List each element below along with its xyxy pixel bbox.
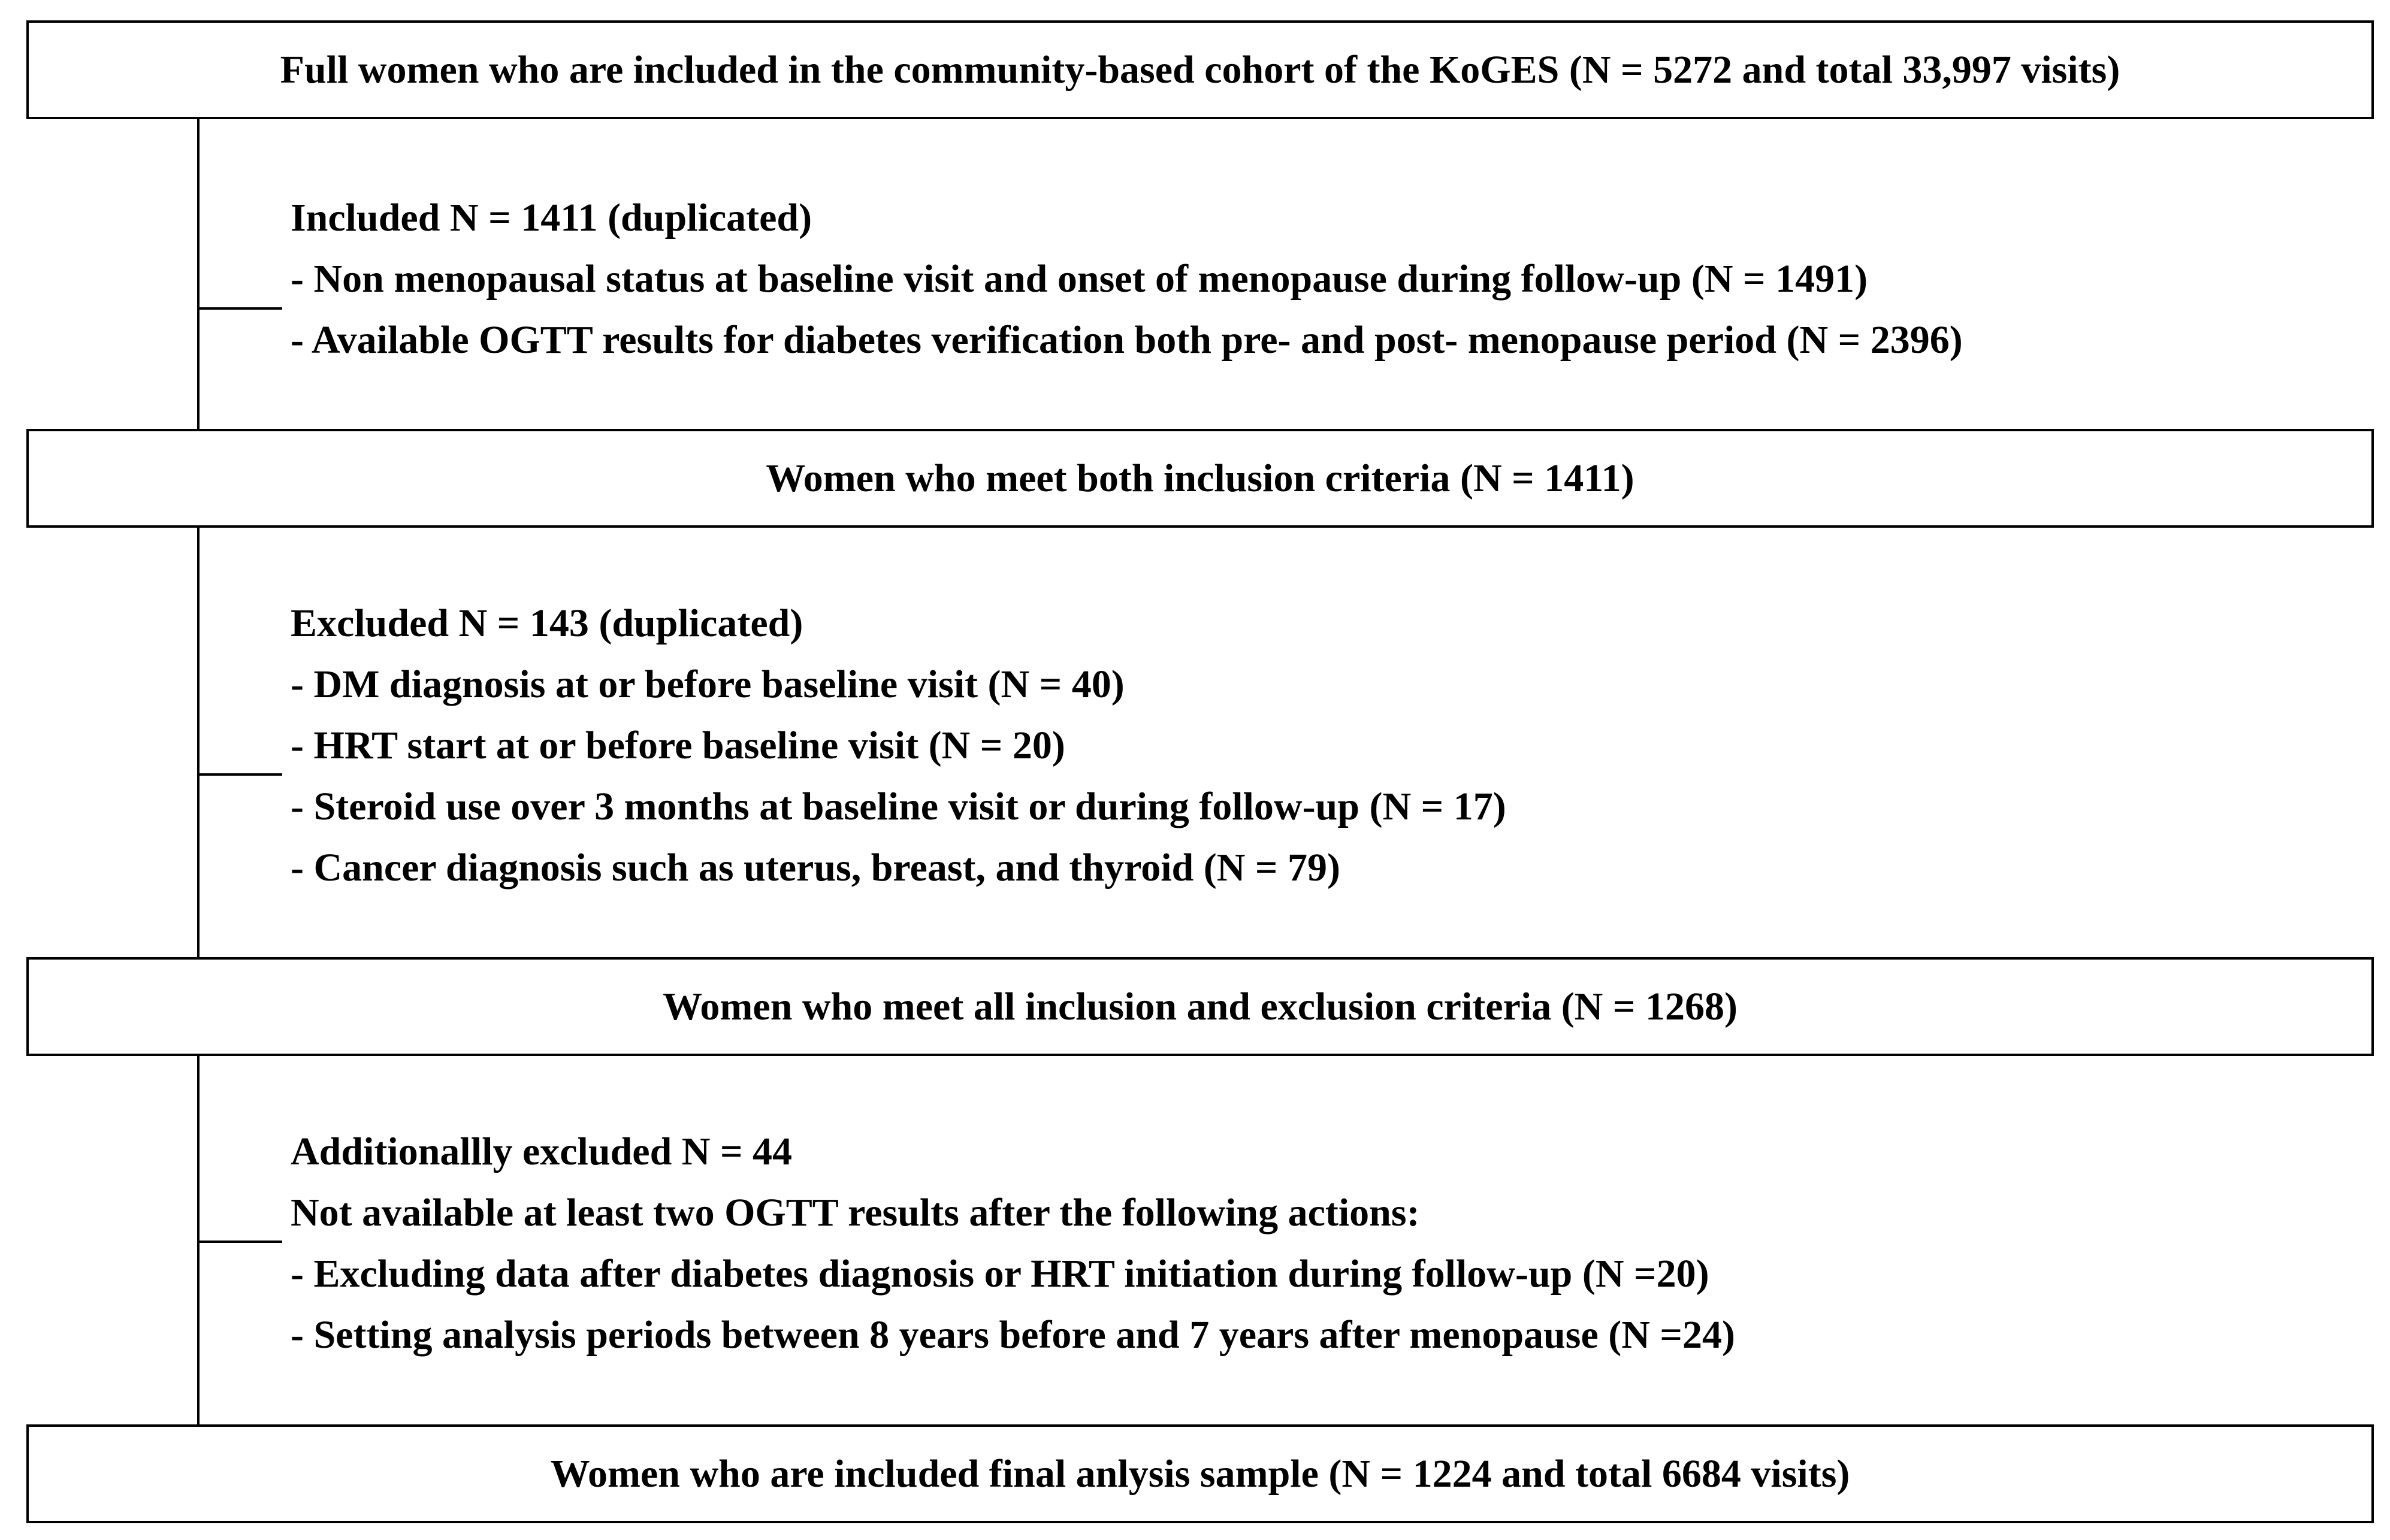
- inclusion-criteria-item: - Available OGTT results for diabetes verification both pre- and post- menopause period (N = 2396): [291, 318, 1963, 362]
- inclusion-result-text: Women who meet both inclusion criteria (N = 1411): [766, 456, 1634, 500]
- exclusion-criteria-heading: Excluded N = 143 (duplicated): [291, 601, 803, 645]
- additional-exclusion-criteria: [291, 1121, 1735, 1366]
- branch-line-3: [197, 1241, 282, 1243]
- branch-line-1: [197, 307, 282, 310]
- additional-exclusion-heading: Additionallly excluded N = 44: [291, 1130, 793, 1173]
- branch-line-2: [197, 773, 282, 776]
- exclusion-criteria-item: - HRT start at or before baseline visit (N = 20): [291, 724, 1065, 767]
- inclusion-criteria: [291, 187, 1963, 371]
- exclusion-result-text: Women who meet all inclusion and exclusion criteria (N = 1268): [663, 984, 1738, 1028]
- final-sample-text: Women who are included final anlysis sample (N = 1224 and total 6684 visits): [550, 1451, 1850, 1496]
- exclusion-criteria: [291, 593, 1506, 898]
- exclusion-criteria-item: - Cancer diagnosis such as uterus, breast, and thyroid (N = 79): [291, 846, 1340, 889]
- inclusion-criteria-heading: Included N = 1411 (duplicated): [291, 196, 812, 240]
- exclusion-criteria-item: - Steroid use over 3 months at baseline visit or during follow-up (N = 17): [291, 785, 1506, 828]
- additional-exclusion-item: - Setting analysis periods between 8 years before and 7 years after menopause (N =24): [291, 1313, 1735, 1357]
- inclusion-result-box: [26, 429, 2374, 528]
- cohort-box: [26, 20, 2374, 119]
- connector-line-1: [197, 119, 200, 429]
- connector-line-2: [197, 528, 200, 957]
- exclusion-result-box: [26, 957, 2374, 1056]
- cohort-box-text: Full women who are included in the community-based cohort of the KoGES (N = 5272 and total 33,997 visits): [280, 47, 2120, 92]
- inclusion-criteria-item: - Non menopausal status at baseline visit and onset of menopause during follow-up (N = 1491): [291, 257, 1868, 301]
- exclusion-criteria-item: - DM diagnosis at or before baseline visit (N = 40): [291, 662, 1125, 706]
- final-sample-box: [26, 1424, 2374, 1523]
- additional-exclusion-item: - Excluding data after diabetes diagnosis or HRT initiation during follow-up (N =20): [291, 1252, 1709, 1296]
- additional-exclusion-subheading: Not available at least two OGTT results after the following actions:: [291, 1191, 1420, 1235]
